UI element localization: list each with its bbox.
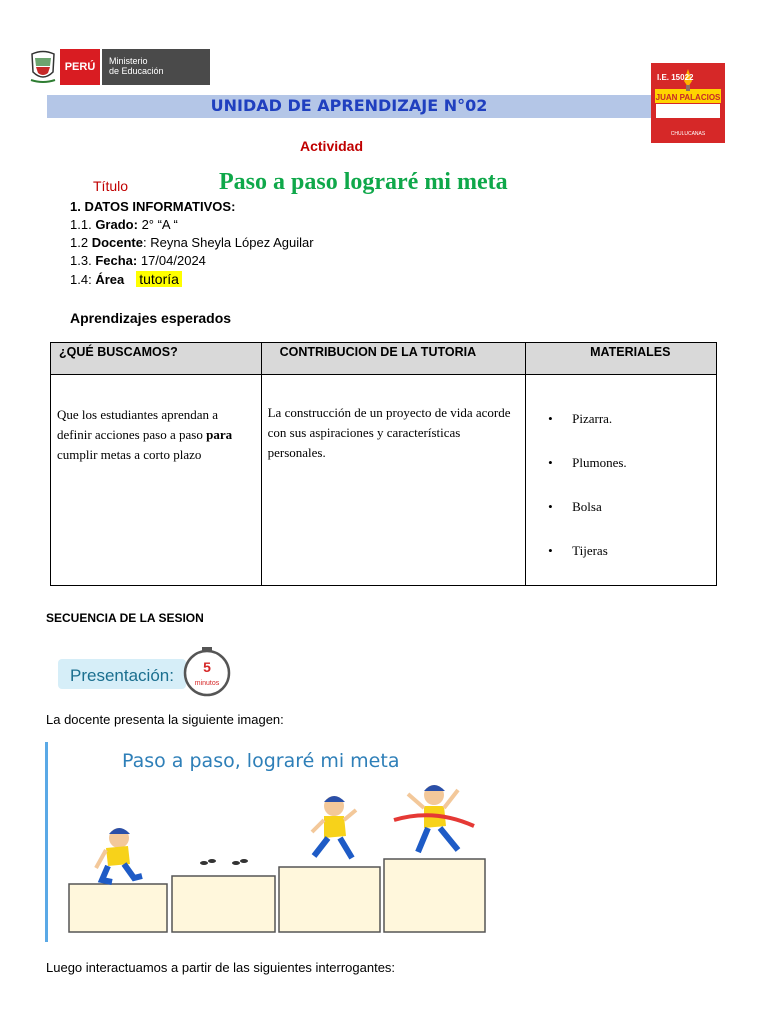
ministry-label: Ministerio de Educación [102,49,210,85]
svg-text:CHULUCANAS: CHULUCANAS [670,131,706,137]
unit-title: UNIDAD DE APRENDIZAJE N°02 [210,96,488,115]
cell-contribucion: La construcción de un proyecto de vida acorde con sus aspiraciones y características personales. [261,375,526,586]
docente-line: 1.2 Docente: Reyna Sheyla López Aguilar [70,235,314,250]
luego-text: Luego interactuamos a partir de las siguientes interrogantes: [46,960,396,975]
header-materiales: MATERIALES [526,343,717,375]
aprendizajes-heading: Aprendizajes esperados [70,310,232,326]
child-figure-2 [312,796,356,858]
svg-text:minutos: minutos [194,680,220,687]
svg-text:Paso a paso, lograré mi meta: Paso a paso, lograré mi meta [122,750,400,772]
minedu-logo [28,49,210,85]
session-table [50,342,717,586]
svg-text:JUAN PALACIOS: JUAN PALACIOS [655,93,721,102]
area-line: 1.4: Área tutoría [70,271,182,287]
table-row [51,375,717,586]
child-figure-1 [96,828,142,882]
grado-line: 1.1. Grado: 2° “A “ [70,217,178,232]
list-item: • Pizarra. [572,409,710,429]
list-item: • Tijeras [572,541,710,561]
steps-illustration [44,740,496,945]
activity-label: Actividad [300,138,364,154]
child-figure-3 [394,785,474,852]
secuencia-heading: SECUENCIA DE LA SESION [46,611,204,625]
coat-of-arms-icon [28,49,58,85]
presentacion-badge [56,645,236,697]
peru-label: PERÚ [60,49,100,85]
docente-presenta-text: La docente presenta la siguiente imagen: [46,712,284,727]
svg-text:Presentación:: Presentación: [70,666,174,685]
header-buscamos: ¿QUÉ BUSCAMOS? [51,343,262,375]
title-label: Título [93,178,129,194]
list-item: • Plumones. [572,453,710,473]
svg-text:5: 5 [203,659,211,675]
area-value-highlight: tutoría [136,271,182,287]
materiales-list [532,409,710,561]
session-title: Paso a paso lograré mi meta [219,169,508,195]
fecha-line: 1.3. Fecha: 17/04/2024 [70,253,206,268]
school-logo [651,63,725,143]
svg-text:I.E. 15022: I.E. 15022 [657,73,694,82]
cell-materiales [526,375,717,586]
table-header-row [51,343,717,375]
datos-heading: 1. DATOS INFORMATIVOS: [70,199,236,214]
list-item: • Bolsa [572,497,710,517]
stopwatch-icon [185,647,229,695]
cell-buscamos: Que los estudiantes aprendan a definir acciones paso a paso para cumplir metas a corto plazo [51,375,262,586]
header-contribucion: CONTRIBUCION DE LA TUTORIA [261,343,526,375]
